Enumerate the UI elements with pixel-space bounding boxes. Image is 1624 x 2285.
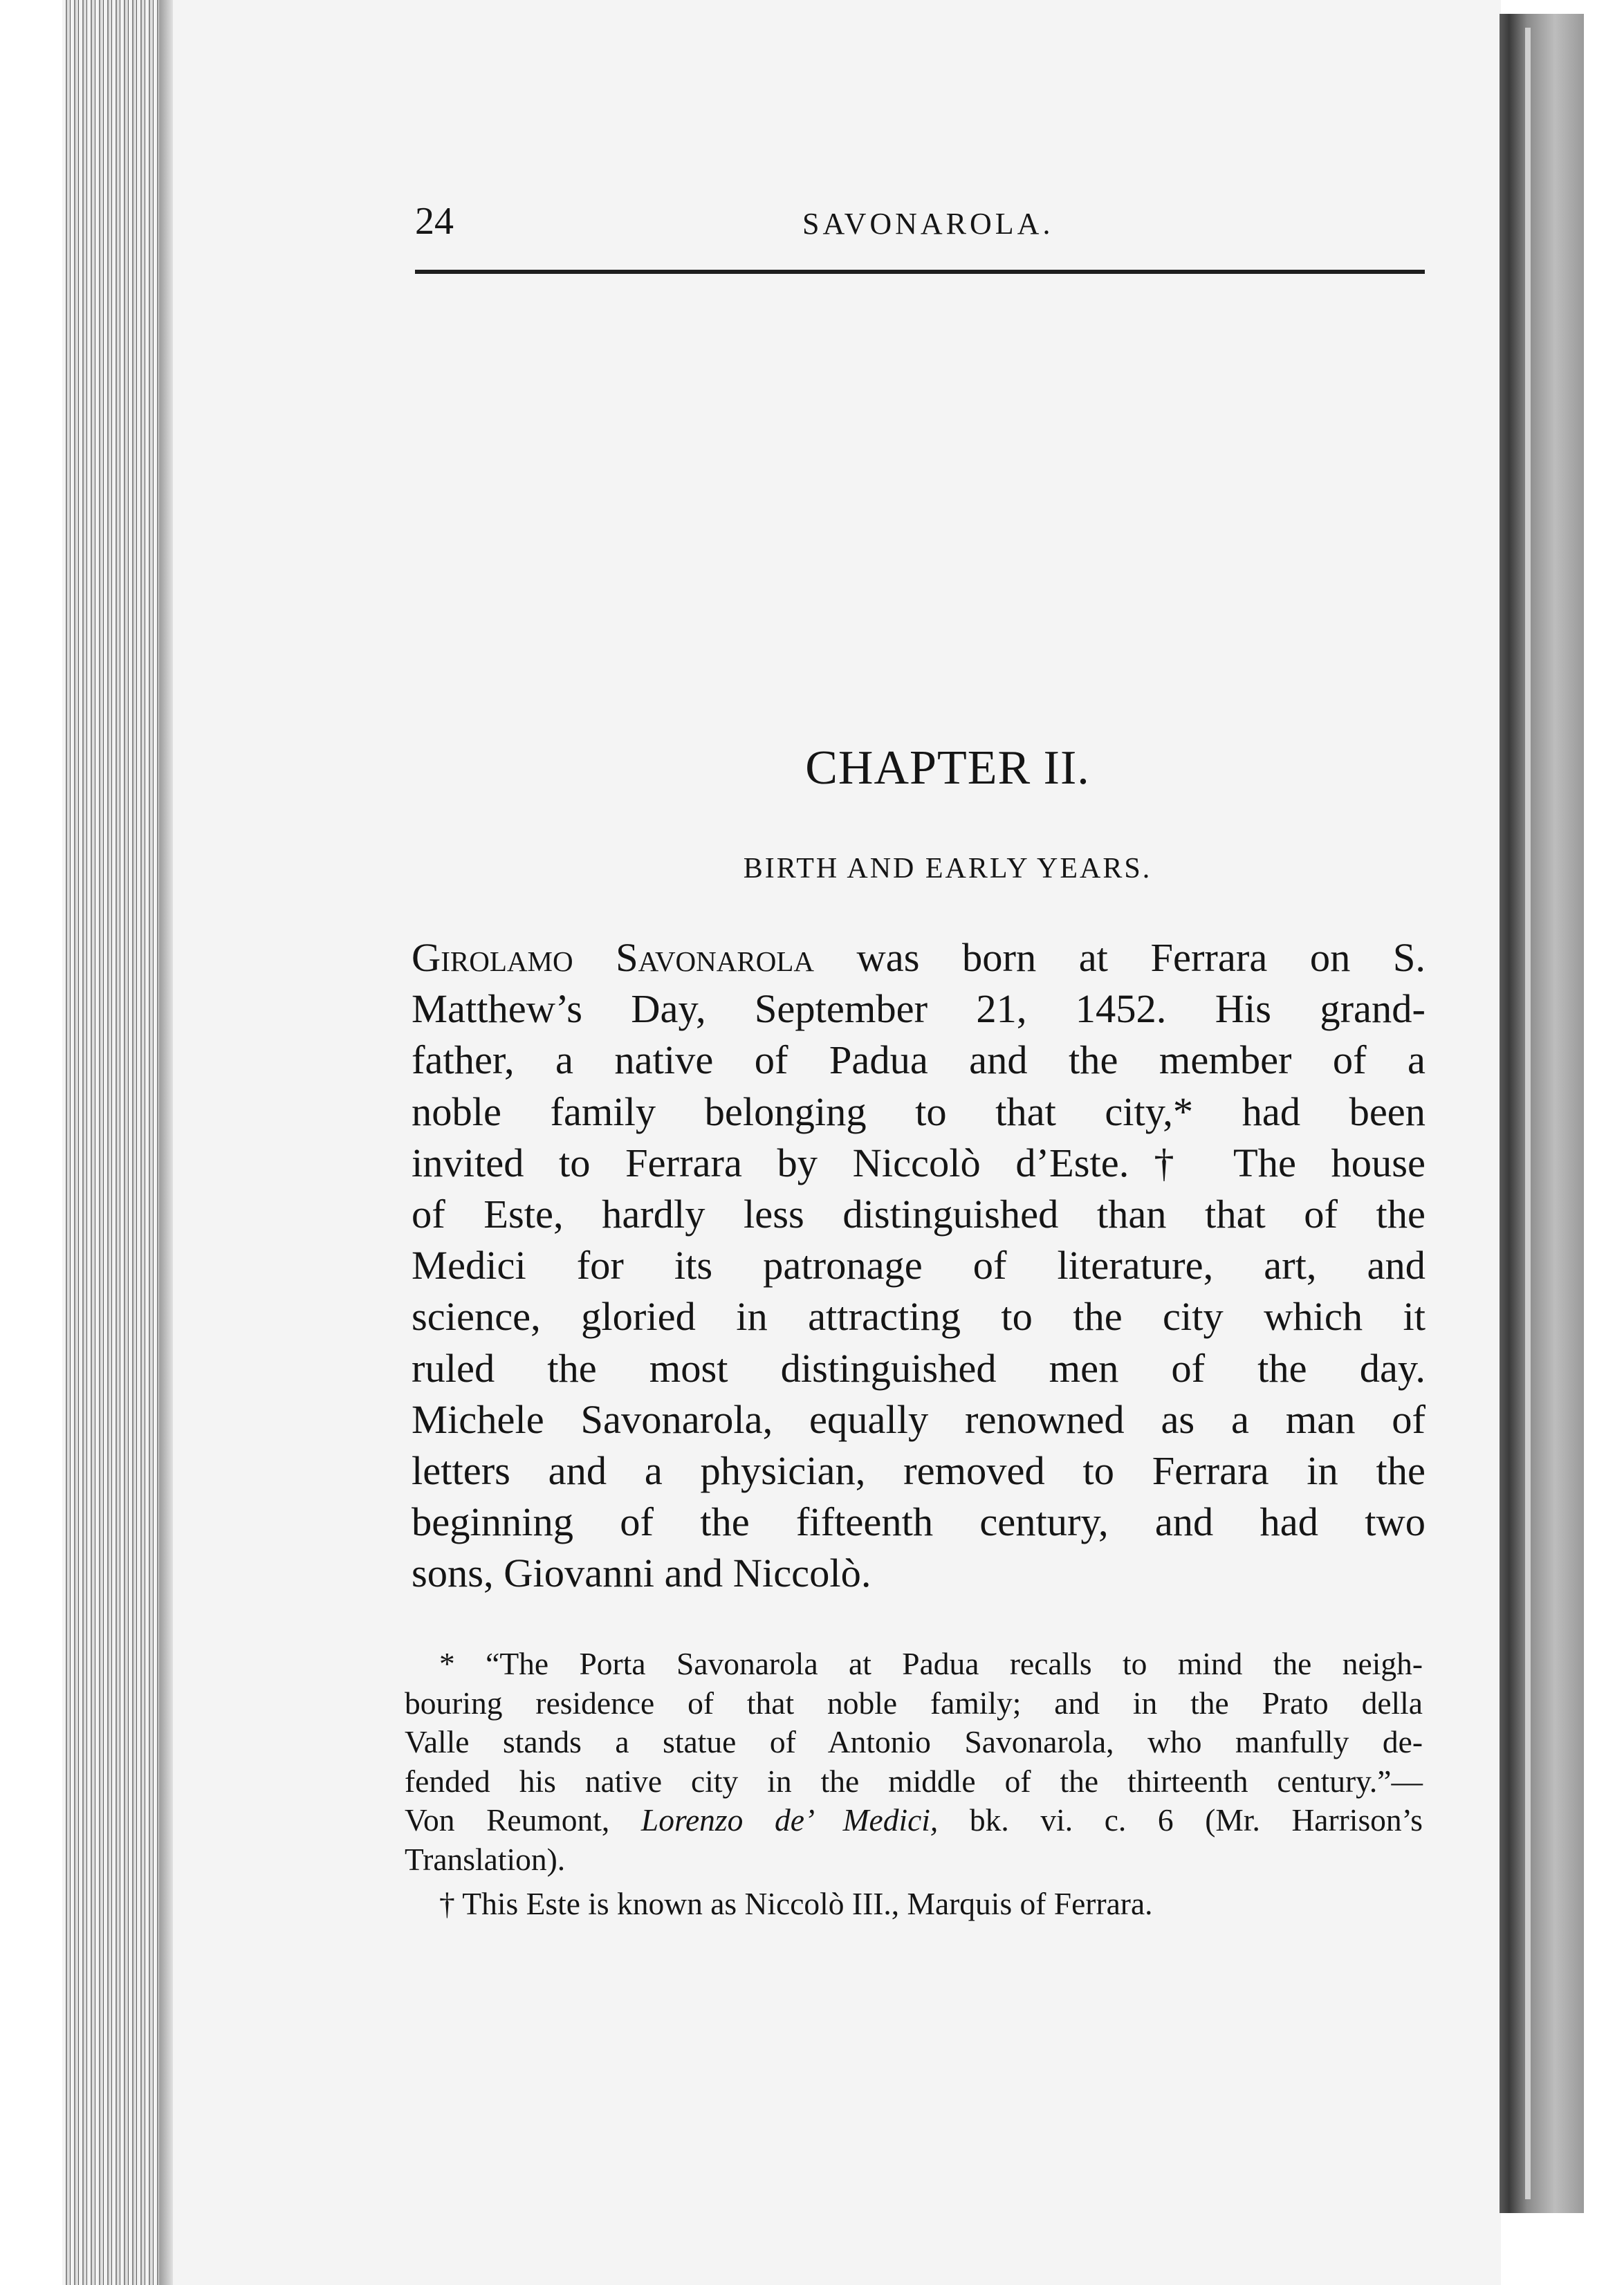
body-line xyxy=(412,932,1425,983)
citation-ref: bk. vi. c. 6 (Mr. Harrison’s xyxy=(938,1802,1423,1838)
chapter-title: CHAPTER II. xyxy=(805,741,1090,795)
running-head xyxy=(415,194,1425,249)
chapter-subtitle: BIRTH AND EARLY YEARS. xyxy=(743,853,1152,885)
footnote-line: * “The Porta Savonarola at Padua recalls to mind the neigh- xyxy=(439,1646,1423,1681)
lead-small-caps: Girolamo Savonarola xyxy=(412,935,814,980)
body-line: ruled the most distinguished men of the day. xyxy=(412,1345,1425,1391)
running-title: SAVONAROLA. xyxy=(802,207,1054,241)
footnote-dagger: † This Este is known as Niccolò III., Marquis of Ferrara. xyxy=(439,1886,1153,1921)
body-line: invited to Ferrara by Niccolò d’Este.† The house xyxy=(412,1140,1425,1185)
footnotes xyxy=(405,1645,1423,1924)
body-line: letters and a physician, removed to Ferrara in the xyxy=(412,1448,1425,1494)
body-line-text: was born at Ferrara on S. xyxy=(813,935,1425,980)
page-gutter-shadow xyxy=(159,0,174,2285)
body-line: father, a native of Padua and the member of a xyxy=(412,1037,1425,1083)
body-line: science, gloried in attracting to the city which it xyxy=(412,1294,1425,1340)
footnote-line: Valle stands a statue of Antonio Savonarola, who manfully de- xyxy=(405,1724,1423,1759)
page-number: 24 xyxy=(415,200,454,243)
header-rule xyxy=(415,270,1425,274)
body-line: Michele Savonarola, equally renowned as a man of xyxy=(412,1396,1425,1442)
footnote-line: Translation). xyxy=(405,1841,566,1877)
body-line: Medici for its patronage of literature, art, and xyxy=(412,1243,1425,1288)
book-binding-edge xyxy=(1500,14,1584,2213)
footnote-line: bouring residence of that noble family; and in the Prato della xyxy=(405,1685,1423,1721)
body-line: noble family belonging to that city,* had been xyxy=(412,1089,1425,1134)
body-paragraph xyxy=(412,932,1425,1600)
footnote-citation-line xyxy=(405,1801,1423,1840)
body-line: sons, Giovanni and Niccolò. xyxy=(412,1551,871,1596)
body-line: Matthew’s Day, September 21, 1452. His grand- xyxy=(412,986,1425,1032)
body-line: of Este, hardly less distinguished than that of the xyxy=(412,1192,1425,1237)
citation-title: Lorenzo de’ Medici, xyxy=(640,1802,939,1838)
binding-highlight xyxy=(1525,28,1531,2199)
stacked-page-edges xyxy=(62,0,173,2285)
body-line: beginning of the fifteenth century, and had two xyxy=(412,1499,1425,1545)
footnote-line: fended his native city in the middle of the thirteenth century.”— xyxy=(405,1763,1423,1799)
citation-author: Von Reumont, xyxy=(405,1802,641,1838)
